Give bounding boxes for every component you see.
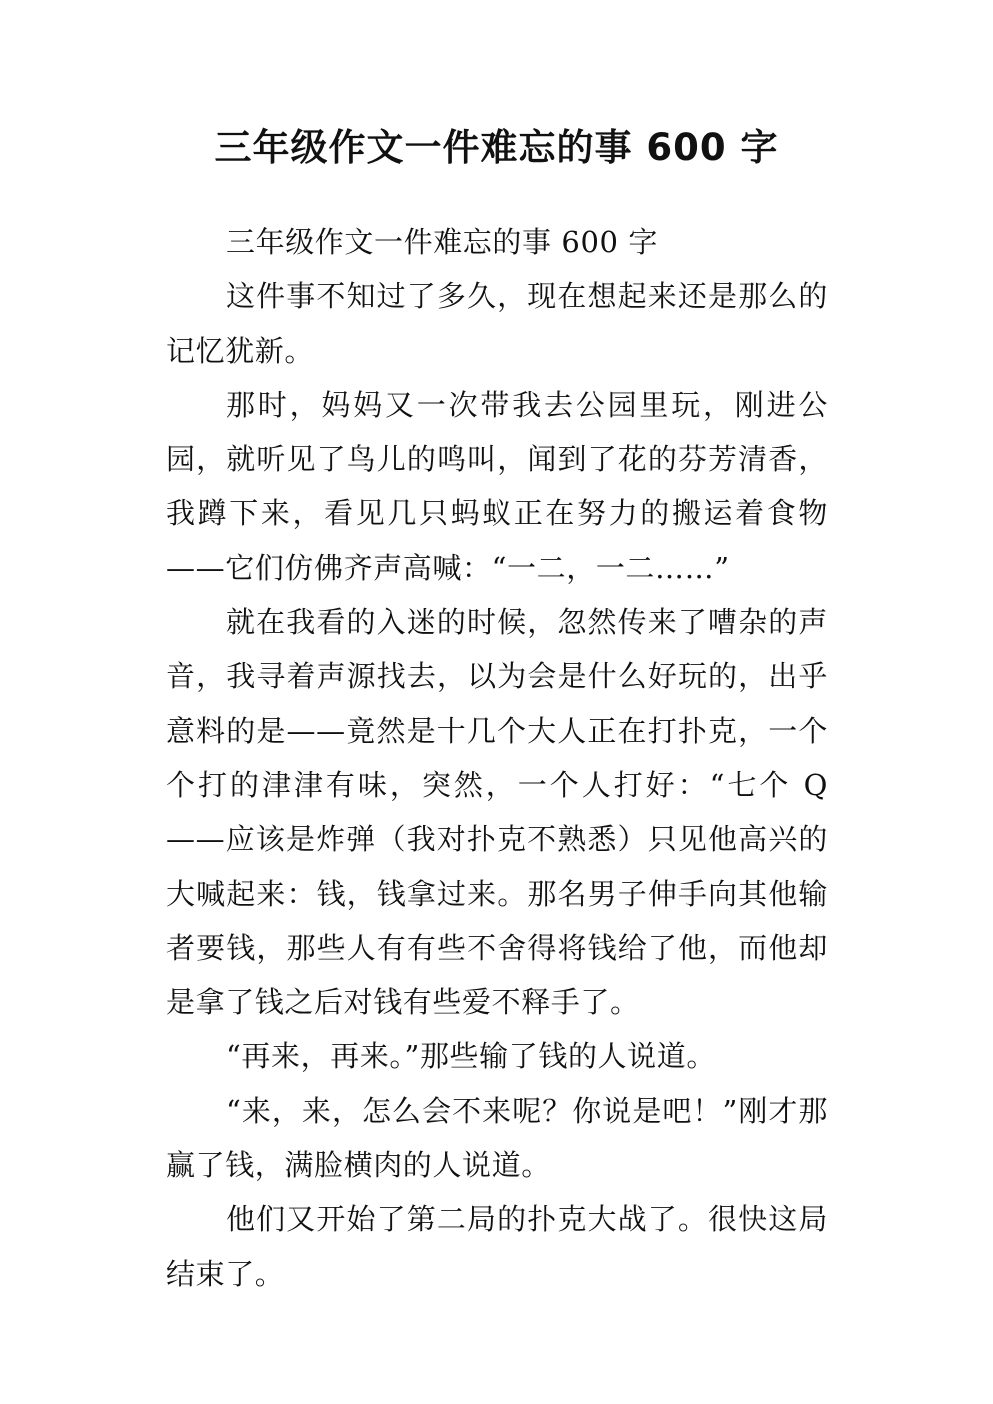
paragraph: 就在我看的入迷的时候，忽然传来了嘈杂的声音，我寻着声源找去，以为会是什么好玩的，出乎意料的是——竟然是十几个大人正在打扑克，一个个打的津津有味，突然，一个人打好：“七个 Q——应该是炸弹（我对扑克不熟悉）只见他高兴的大喊起来：钱，钱拿过来。那名男子伸手向其他输者要钱，那些人有有些不舍得将钱给了他，而他却是拿了钱之后对钱有些爱不释手了。 xyxy=(166,605,828,1020)
document-title: 三年级作文一件难忘的事 600 字 xyxy=(214,126,779,169)
paragraph: 他们又开始了第二局的扑克大战了。很快这局结束了。 xyxy=(166,1202,828,1291)
paragraph: 这件事不知过了多久，现在想起来还是那么的记忆犹新。 xyxy=(166,279,828,368)
paragraph: “来，来，怎么会不来呢？你说是吧！”刚才那赢了钱，满脸横肉的人说道。 xyxy=(166,1093,828,1183)
document-body xyxy=(166,215,828,1301)
paragraph: “再来，再来。”那些输了钱的人说道。 xyxy=(226,1039,716,1074)
paragraph-subtitle: 三年级作文一件难忘的事 600 字 xyxy=(226,225,658,259)
paragraph: 那时，妈妈又一次带我去公园里玩，刚进公园，就听见了鸟儿的鸣叫，闻到了花的芬芳清香，我蹲下来，看见几只蚂蚁正在努力的搬运着食物——它们仿佛齐声高喊：“一二，一二……” xyxy=(166,387,828,585)
